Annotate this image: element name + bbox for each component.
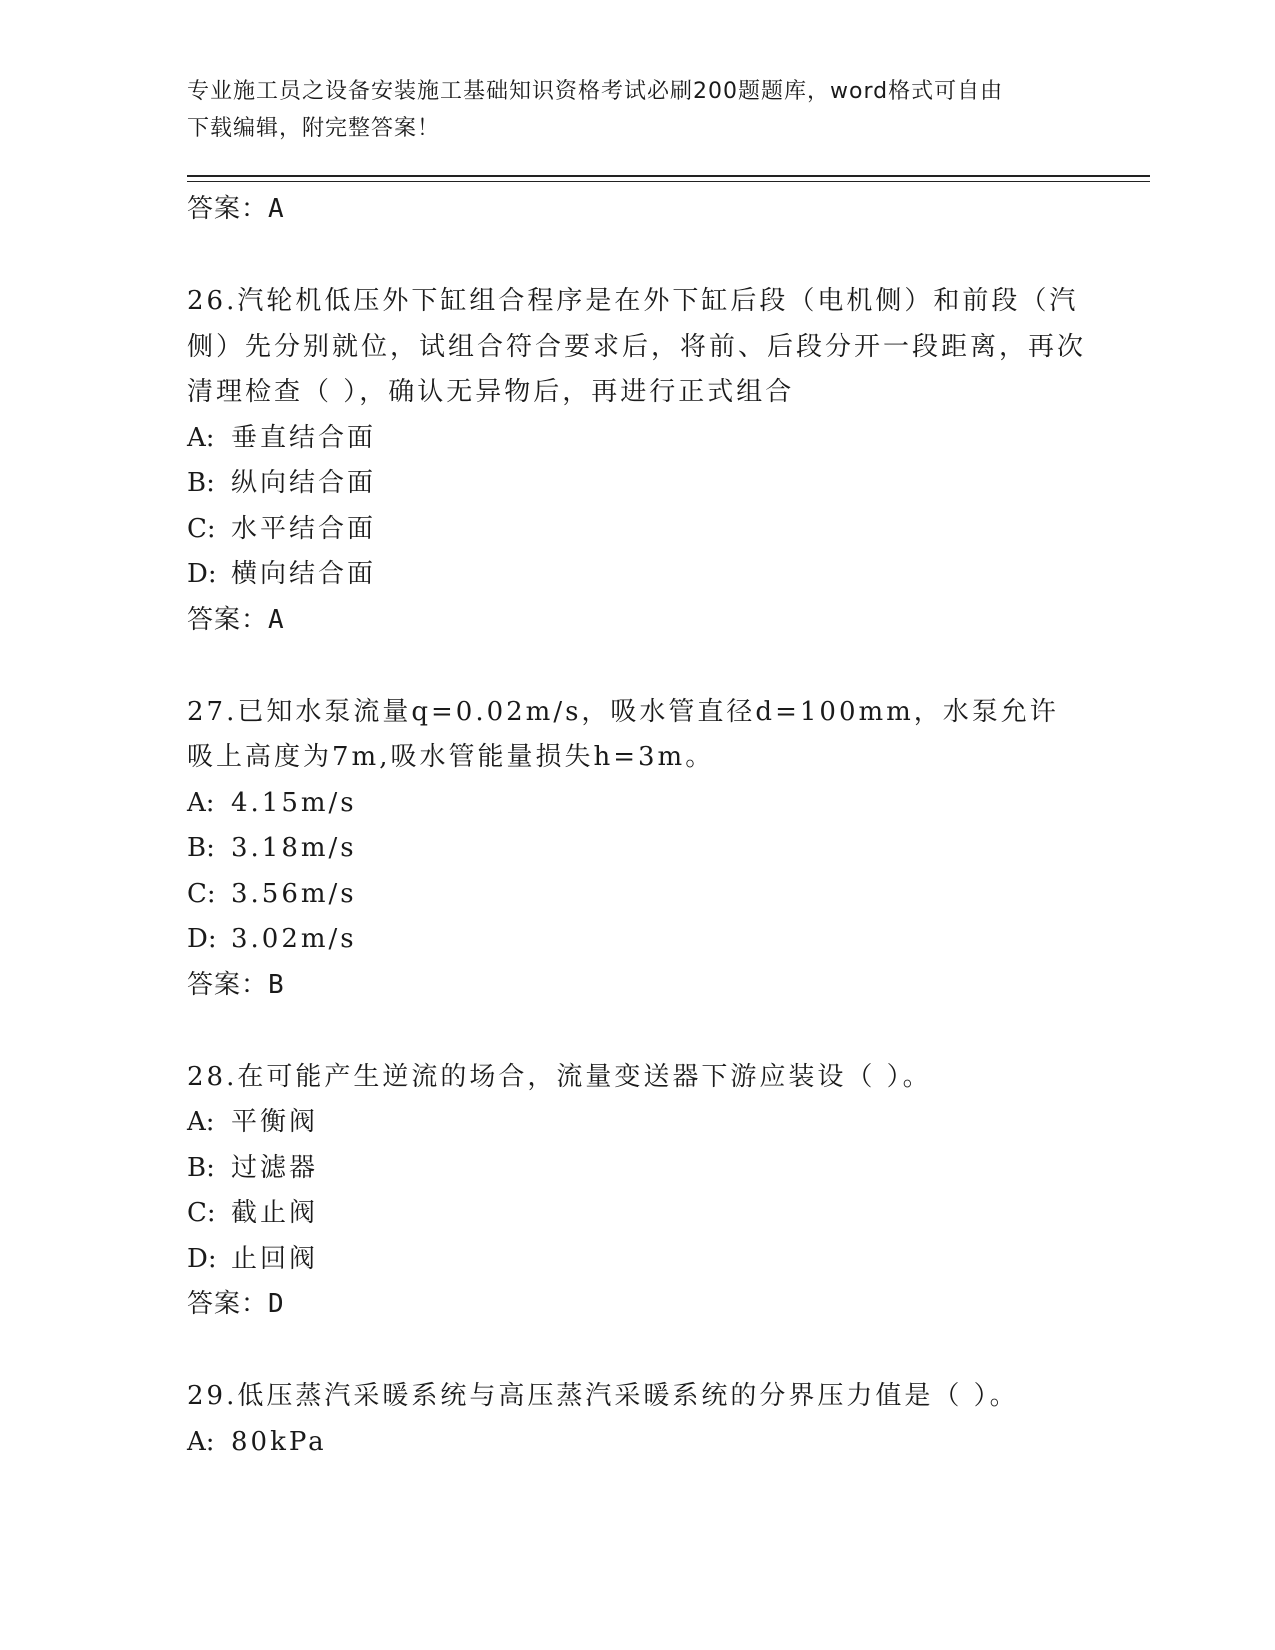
option-text: 80kPa — [231, 1426, 327, 1457]
answer-line — [187, 1282, 1087, 1327]
option-item — [187, 416, 1087, 462]
header-line-1: 专业施工员之设备安装施工基础知识资格考试必刷200题题库，word格式可自由 — [187, 79, 1004, 104]
answer-line — [187, 963, 1087, 1008]
answer-label: 答案： — [187, 604, 269, 635]
option-item — [187, 1100, 1087, 1146]
page-header — [187, 73, 1087, 147]
option-letter: C: — [187, 1198, 216, 1228]
option-text: 3.02m/s — [231, 924, 357, 954]
answer-line — [187, 187, 1087, 232]
option-text: 水平结合面 — [231, 513, 377, 544]
option-item — [187, 917, 1087, 963]
question-block — [187, 690, 1087, 1008]
question-list — [187, 187, 1087, 1465]
option-item — [187, 826, 1087, 872]
answer-value: B — [268, 969, 285, 1000]
option-letter: D: — [187, 1243, 217, 1274]
option-text: 垂直结合面 — [231, 422, 377, 453]
answer-value: A — [268, 604, 285, 635]
question-text: 28.在可能产生逆流的场合，流量变送器下游应装设（ ）。 — [187, 1061, 932, 1092]
option-item — [187, 781, 1087, 827]
option-item — [187, 1146, 1087, 1192]
option-letter: B: — [187, 1152, 215, 1183]
header-divider-thick — [187, 175, 1150, 177]
option-letter: B: — [187, 833, 215, 863]
answer-label: 答案： — [187, 1289, 269, 1319]
answer-line — [187, 598, 1087, 643]
option-text: 过滤器 — [231, 1152, 319, 1183]
option-item — [187, 872, 1087, 918]
answer-label: 答案： — [187, 969, 269, 1000]
option-letter: C: — [187, 513, 216, 544]
option-letter: A: — [187, 422, 215, 453]
option-item — [187, 1191, 1087, 1237]
option-text: 纵向结合面 — [231, 468, 377, 498]
option-text: 3.18m/s — [231, 833, 357, 863]
option-item — [187, 507, 1087, 553]
option-letter: A: — [187, 1107, 215, 1137]
option-text: 止回阀 — [231, 1243, 319, 1274]
header-divider-thin — [187, 181, 1150, 182]
option-letter: A: — [187, 1426, 215, 1457]
question-text: 29.低压蒸汽采暖系统与高压蒸汽采暖系统的分界压力值是（ ）。 — [187, 1381, 1019, 1411]
option-letter: B: — [187, 468, 215, 498]
option-letter: A: — [187, 787, 215, 818]
option-text: 截止阀 — [231, 1198, 319, 1228]
option-text: 横向结合面 — [231, 559, 377, 589]
option-item — [187, 552, 1087, 598]
option-text: 4.15m/s — [231, 787, 357, 818]
answer-value: D — [268, 1289, 285, 1319]
option-letter: D: — [187, 924, 217, 954]
option-item — [187, 1237, 1087, 1283]
option-item — [187, 461, 1087, 507]
header-line-2: 下载编辑，附完整答案！ — [187, 116, 441, 141]
answer-value: A — [268, 194, 285, 224]
question-block — [187, 279, 1087, 643]
option-text: 平衡阀 — [231, 1107, 319, 1137]
option-text: 3.56m/s — [231, 878, 357, 909]
option-letter: D: — [187, 559, 217, 589]
question-text: 27.已知水泵流量q=0.02m/s，吸水管直径d=100mm，水泵允许吸上高度为7m,吸水管能量损失h=3m。 — [187, 696, 1059, 772]
question-block — [187, 1055, 1087, 1328]
option-letter: C: — [187, 878, 216, 909]
question-block — [187, 1374, 1087, 1465]
answer-label: 答案： — [187, 194, 269, 224]
question-text: 26.汽轮机低压外下缸组合程序是在外下缸后段（电机侧）和前段（汽侧）先分别就位，试组合符合要求后，将前、后段分开一段距离，再次清理检查（ ），确认无异物后，再进行正式组合 — [187, 286, 1087, 407]
option-item — [187, 1420, 1087, 1466]
